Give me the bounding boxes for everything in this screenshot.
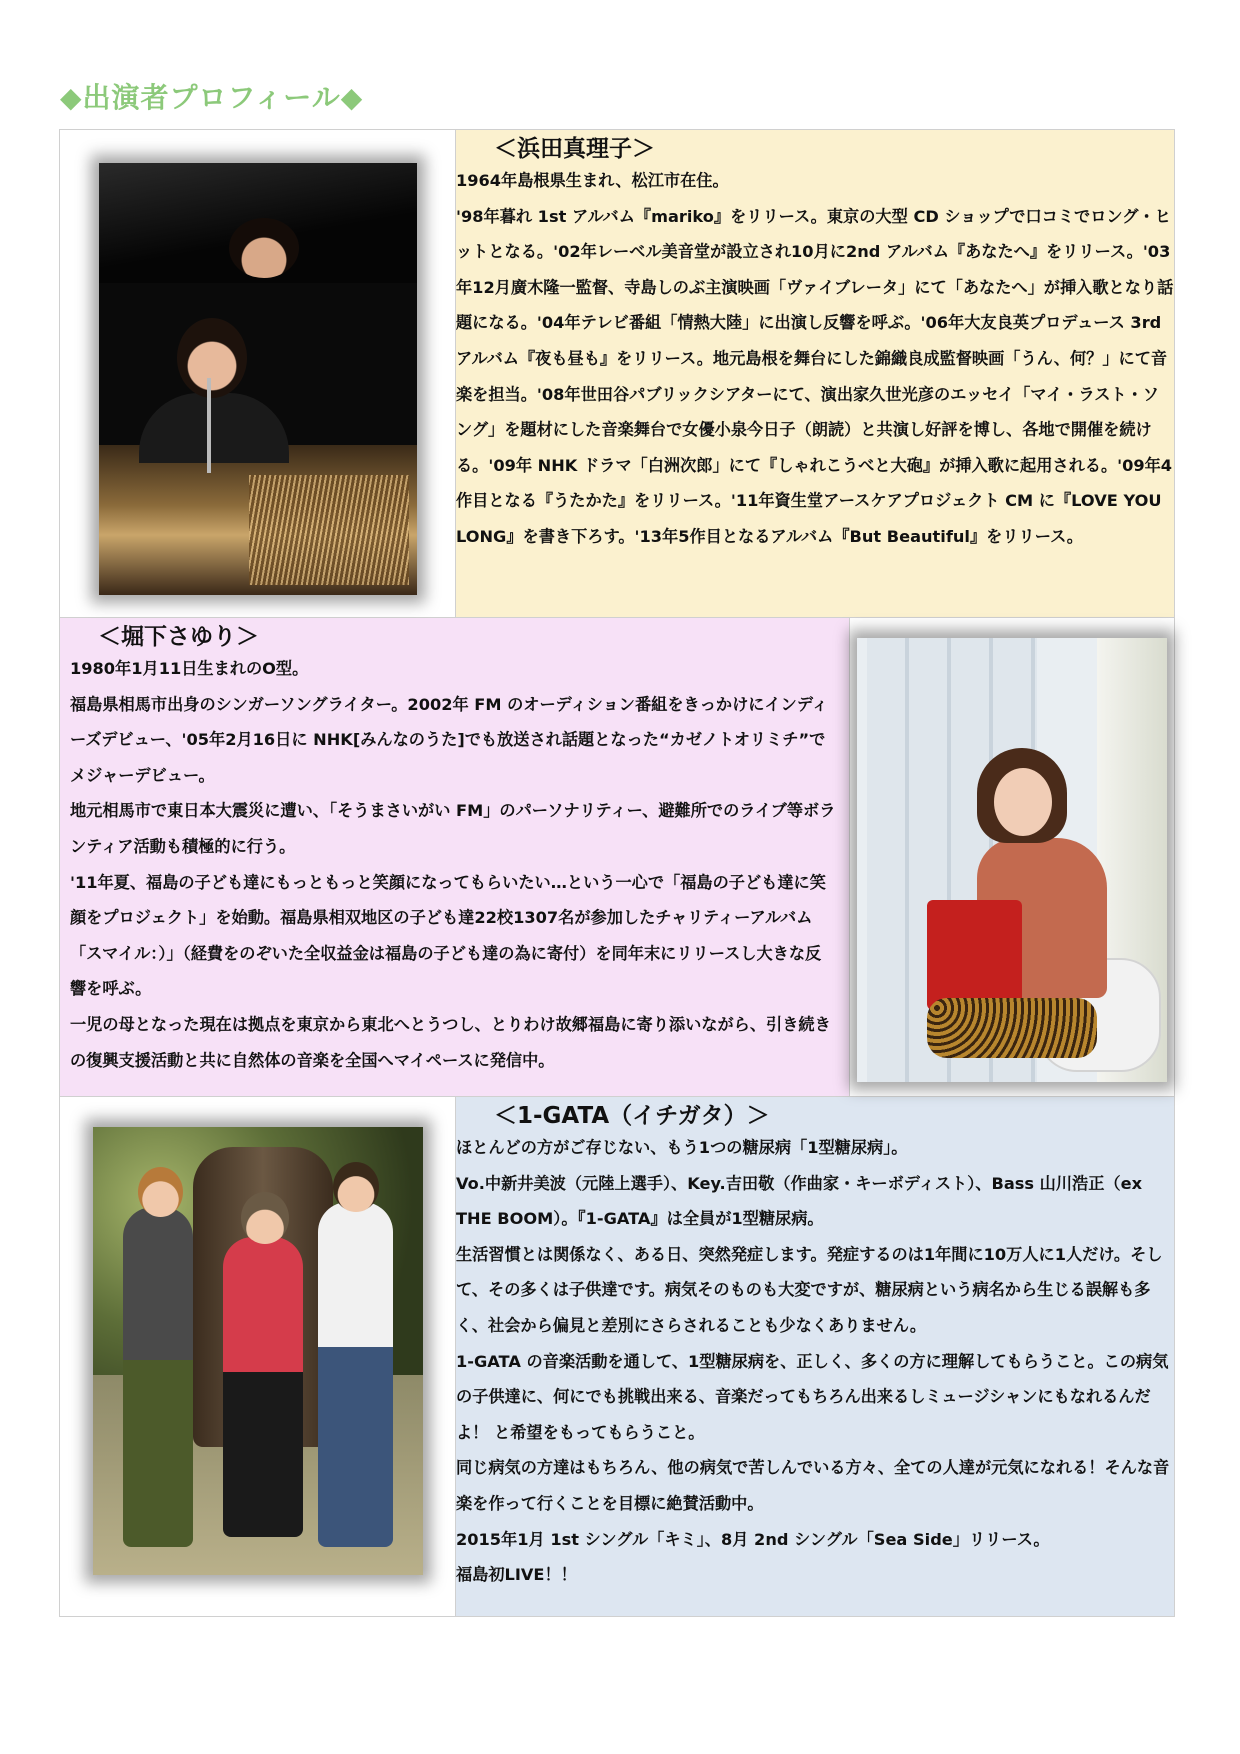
1gata-profile [456, 1097, 1175, 1617]
profile-text: Vo.中新井美波（元陸上選手）、Key.吉田敬（作曲家・キーボディスト）、Bass 山川浩正（ex THE BOOM）。『1-GATA』は全員が1型糖尿病。 [456, 1173, 1143, 1229]
profile-text: 地元相馬市で東日本大震災に遭い、「そうまさいがい FM」のパーソナリティー、避難所でのライブ等ボランティア活動も積極的に行う。 [70, 801, 836, 856]
photo-cell [60, 130, 456, 618]
profile-text: 1964年島根県生まれ、松江市在住。 [456, 171, 729, 190]
page-title: ◆出演者プロフィール◆ [60, 81, 364, 114]
profile-text: 一児の母となった現在は拠点を東京から東北へとうつし、とりわけ故郷福島に寄り添いながら、引き続きの復興支援活動と共に自然体の音楽を全国へマイペースに発信中。 [70, 1014, 831, 1070]
hamada-profile [456, 130, 1175, 618]
profile-text: 福島県相馬市出身のシンガーソングライター。2002年 FM のオーディション番組をきっかけにインディーズデビュー、'05年2月16日に NHK[みんなのうた]でも放送され話題となった“カゼノトオリミチ”でメジャーデビュー。 [70, 694, 828, 785]
profile-text: 1980年1月11日生まれのO型。 [70, 659, 309, 678]
1gata-photo [93, 1127, 423, 1575]
profile-text: 同じ病気の方達はもちろん、他の病気で苦しんでいる方々、全ての人達が元気になれる！そんな音楽を作って行くことを目標に絶賛活動中。 [456, 1458, 1170, 1513]
profile-row-horishita [60, 618, 1175, 1097]
profile-row-1gata [60, 1097, 1175, 1617]
hamada-photo [99, 163, 417, 595]
profile-row-hamada [60, 130, 1175, 618]
horishita-photo [857, 638, 1167, 1082]
horishita-profile [60, 618, 850, 1097]
profile-text: 生活習慣とは関係なく、ある日、突然発症します。発症するのは1年間に10万人に1人だけ。そして、その多くは子供達です。病気そのものも大変ですが、糖尿病という病名から生じる誤解も多く、社会から偏見と差別にさらされることも少なくありません。 [456, 1244, 1163, 1335]
profile-text: 1-GATA の音楽活動を通して、1型糖尿病を、正しく、多くの方に理解してもらうこと。この病気の子供達に、何にでも挑戦出来る、音楽だってもちろん出来るしミュージシャンにもなれるんだよ！ と希望をもってもらうこと。 [456, 1351, 1169, 1442]
profile-table [59, 129, 1175, 1617]
profile-text: '98年暮れ 1st アルバム『mariko』をリリース。東京の大型 CD ショップで口コミでロング・ヒットとなる。'02年レーベル美音堂が設立され10月に2nd アルバム『あなたへ』をリリース。'03年12月廣木隆一監督、寺島しのぶ主演映画「ヴァイブレータ」にて「あなたへ」が挿入歌となり話題になる。'04年テレビ番組「情熱大陸」に出演し反響を呼ぶ。'06年大友良英プロデュース 3rd アルバム『夜も昼も』をリリース。地元島根を舞台にした錦織良成監督映画「うん、何？」にて音楽を担当。'08年世田谷パブリックシアターにて、演出家久世光彦のエッセイ「マイ・ラスト・ソング」を題材にした音楽舞台で女優小泉今日子（朗読）と共演し好評を博し、各地で開催を続ける。'09年 NHK ドラマ「白洲次郎」にて『しゃれこうべと大砲』が挿入歌に起用される。'09年4作目となる『うたかた』をリリース。'11年資生堂アースケアプロジェクト CM に『LOVE YOU LONG』を書き下ろす。'13年5作目となるアルバム『But Beautiful』をリリース。 [456, 206, 1174, 546]
profile-name: ＜堀下さゆり＞ [98, 624, 259, 650]
profile-name: ＜浜田真理子＞ [494, 136, 655, 162]
photo-cell [60, 1097, 456, 1617]
photo-cell [850, 618, 1175, 1097]
profile-text: '11年夏、福島の子ども達にもっともっと笑顔になってもらいたい…という一心で「福島の子ども達に笑顔をプロジェクト」を始動。福島県相双地区の子ども達22校1307名が参加したチャリティーアルバム「スマイル：）」（経費をのぞいた全収益金は福島の子ども達の為に寄付）を同年末にリリースし大きな反響を呼ぶ。 [70, 872, 826, 999]
profile-name: ＜1-GATA（イチガタ）＞ [494, 1103, 770, 1129]
profile-text: 福島初LIVE！！ [456, 1565, 577, 1585]
profile-text: ほとんどの方がご存じない、もう1つの糖尿病「1型糖尿病」。 [456, 1138, 908, 1157]
profile-text: 2015年1月 1st シングル「キミ」、8月 2nd シングル「Sea Side」リリース。 [456, 1529, 1050, 1549]
